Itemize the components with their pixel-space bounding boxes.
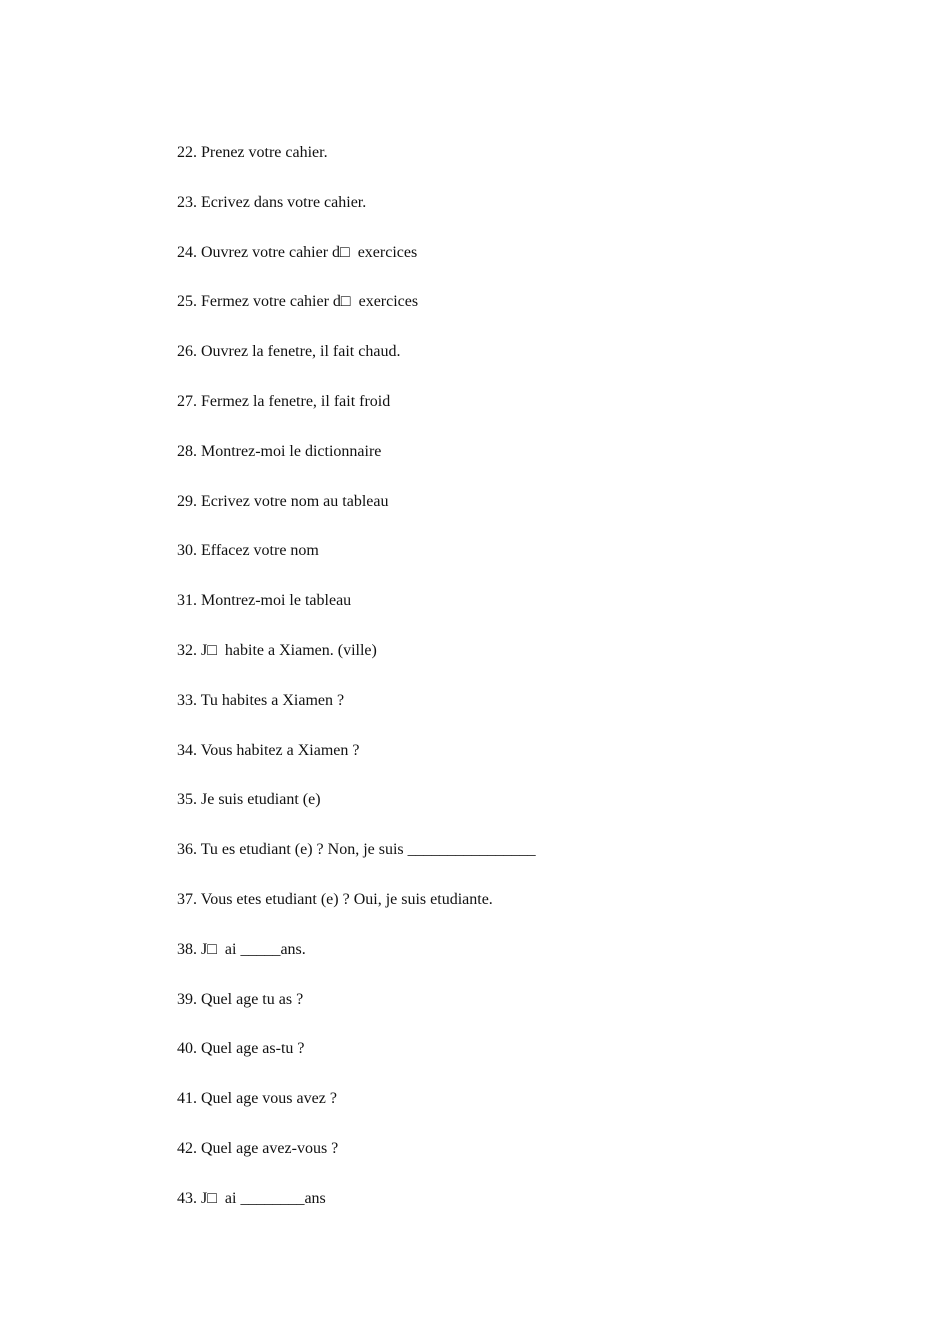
list-item: 22. Prenez votre cahier.: [177, 144, 328, 161]
list-item: 29. Ecrivez votre nom au tableau: [177, 492, 389, 510]
exercise-list: [177, 141, 536, 1237]
list-item: 43. J□ ai ________ans: [177, 1189, 326, 1207]
list-item: 41. Quel age vous avez ?: [177, 1090, 337, 1108]
list-item: 32. J□ habite a Xiamen. (ville): [177, 641, 377, 659]
list-item: 36. Tu es etudiant (e) ? Non, je suis ________________: [177, 841, 536, 859]
list-item: 37. Vous etes etudiant (e) ? Oui, je suis etudiante.: [177, 890, 493, 908]
list-item: 40. Quel age as-tu ?: [177, 1040, 305, 1058]
list-item: 30. Effacez votre nom: [177, 542, 319, 560]
list-item: 28. Montrez-moi le dictionnaire: [177, 442, 382, 460]
list-item: 23. Ecrivez dans votre cahier.: [177, 193, 367, 211]
list-item: 33. Tu habites a Xiamen ?: [177, 691, 345, 709]
list-item: 38. J□ ai _____ans.: [177, 940, 306, 958]
list-item: 24. Ouvrez votre cahier d□ exercices: [177, 243, 418, 261]
list-item: 27. Fermez la fenetre, il fait froid: [177, 392, 391, 410]
list-item: 35. Je suis etudiant (e): [177, 791, 321, 809]
list-item: 42. Quel age avez-vous ?: [177, 1139, 339, 1157]
list-item: 34. Vous habitez a Xiamen ?: [177, 741, 360, 759]
list-item: 39. Quel age tu as ?: [177, 990, 304, 1008]
list-item: 25. Fermez votre cahier d□ exercices: [177, 293, 419, 311]
list-item: 31. Montrez-moi le tableau: [177, 592, 352, 610]
list-item: 26. Ouvrez la fenetre, il fait chaud.: [177, 343, 401, 361]
